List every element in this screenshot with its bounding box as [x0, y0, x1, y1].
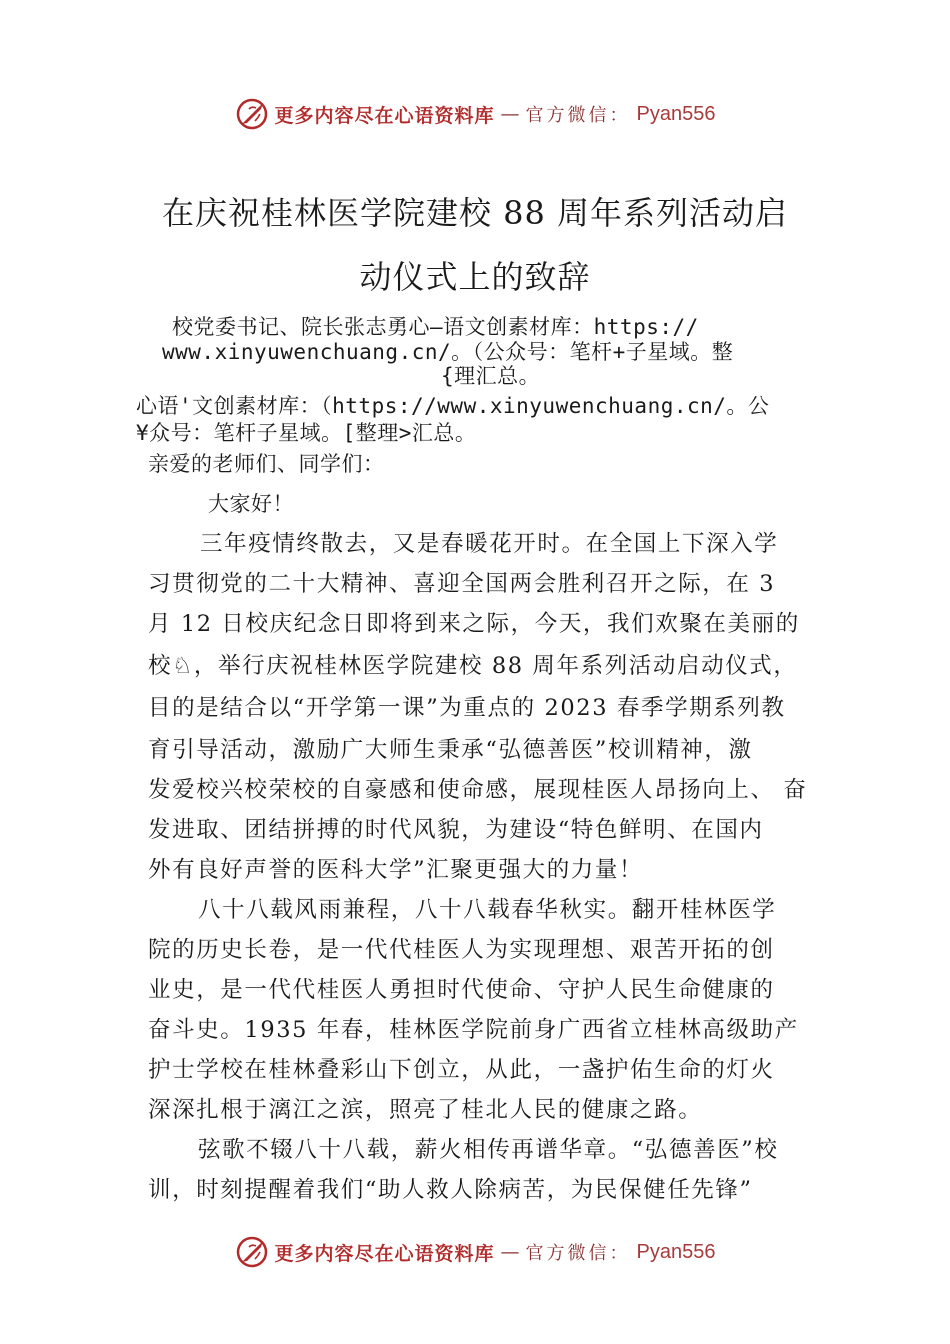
watermark-line-2: ¥众号：笔杆子星域。[整理>汇总。	[136, 421, 477, 445]
body-line-7: 发爱校兴校荣校的自豪感和使命感，展现桂医人昂扬向上、 奋	[148, 777, 808, 803]
body-line-4: 校♘，举行庆祝桂林医学院建校 88 周年系列活动启动仪式，	[148, 653, 798, 679]
banner-wechat-label: 官方微信：	[525, 1243, 631, 1264]
body-line-11: 院的历史长卷，是一代代桂医人为实现理想、艰苦开拓的创	[148, 937, 775, 963]
banner-wechat-label: 官方微信：	[525, 105, 631, 126]
banner-brand-text: 更多内容尽在心语资料库	[274, 1242, 495, 1265]
body-line-5: 目的是结合以“开学第一课”为重点的 2023 春季学期系列教	[148, 695, 786, 721]
body-line-8: 发进取、团结拼搏的时代风貌，为建设“特色鲜明、在国内	[148, 817, 764, 843]
greeting: 大家好！	[208, 492, 294, 516]
document-title-line-1: 在庆祝桂林医学院建校 88 周年系列活动启	[161, 194, 789, 232]
banner-wechat-id: Pyan556	[636, 1240, 716, 1263]
body-line-6: 育引导活动，激励广大师生秉承“弘德善医”校训精神，激	[148, 737, 753, 763]
body-line-1: 三年疫情终散去，又是春暖花开时。在全国上下深入学	[200, 531, 779, 557]
brand-logo-icon	[235, 1235, 269, 1269]
banner-dash: —	[500, 103, 520, 125]
brand-logo-icon	[235, 97, 269, 131]
body-line-9: 外有良好声誉的医科大学”汇聚更强大的力量！	[148, 857, 644, 883]
body-line-16: 弦歌不辍八十八载，薪火相传再谱华章。“弘德善医”校	[198, 1137, 779, 1163]
body-line-13: 奋斗史。1935 年春，桂林医学院前身广西省立桂林高级助产	[148, 1017, 799, 1043]
author-line-2: www.xinyuwenchuang.cn/。（公众号：笔杆+子星域。整	[162, 340, 734, 364]
body-line-14: 护士学校在桂林叠彩山下创立，从此，一盏护佑生命的灯火	[148, 1057, 775, 1083]
footer-banner	[0, 1232, 950, 1272]
banner-dash: —	[500, 1241, 520, 1263]
body-line-10: 八十八载风雨兼程，八十八载春华秋实。翻开桂林医学	[198, 897, 777, 923]
header-banner	[0, 94, 950, 134]
body-line-17: 训，时刻提醒着我们“助人救人除病苦，为民保健任先锋”	[148, 1177, 753, 1203]
body-line-2: 习贯彻党的二十大精神、喜迎全国两会胜利召开之际，在 3	[148, 571, 776, 597]
body-line-12: 业史，是一代代桂医人勇担时代使命、守护人民生命健康的	[148, 977, 775, 1003]
document-title-line-2: 动仪式上的致辞	[359, 258, 591, 296]
banner-brand-text: 更多内容尽在心语资料库	[274, 104, 495, 127]
body-line-15: 深深扎根于漓江之滨，照亮了桂北人民的健康之路。	[148, 1097, 703, 1123]
body-line-3: 月 12 日校庆纪念日即将到来之际，今天，我们欢聚在美丽的	[148, 611, 800, 637]
author-line-3: {理汇总。	[441, 364, 541, 388]
banner-wechat-id: Pyan556	[636, 102, 716, 125]
author-line-1: 校党委书记、院长张志勇心—语文创素材库：https://	[172, 315, 699, 339]
salutation: 亲爱的老师们、同学们：	[148, 452, 385, 476]
watermark-line-1: 心语'文创素材库：（https://www.xinyuwenchuang.cn/。公	[136, 394, 770, 418]
